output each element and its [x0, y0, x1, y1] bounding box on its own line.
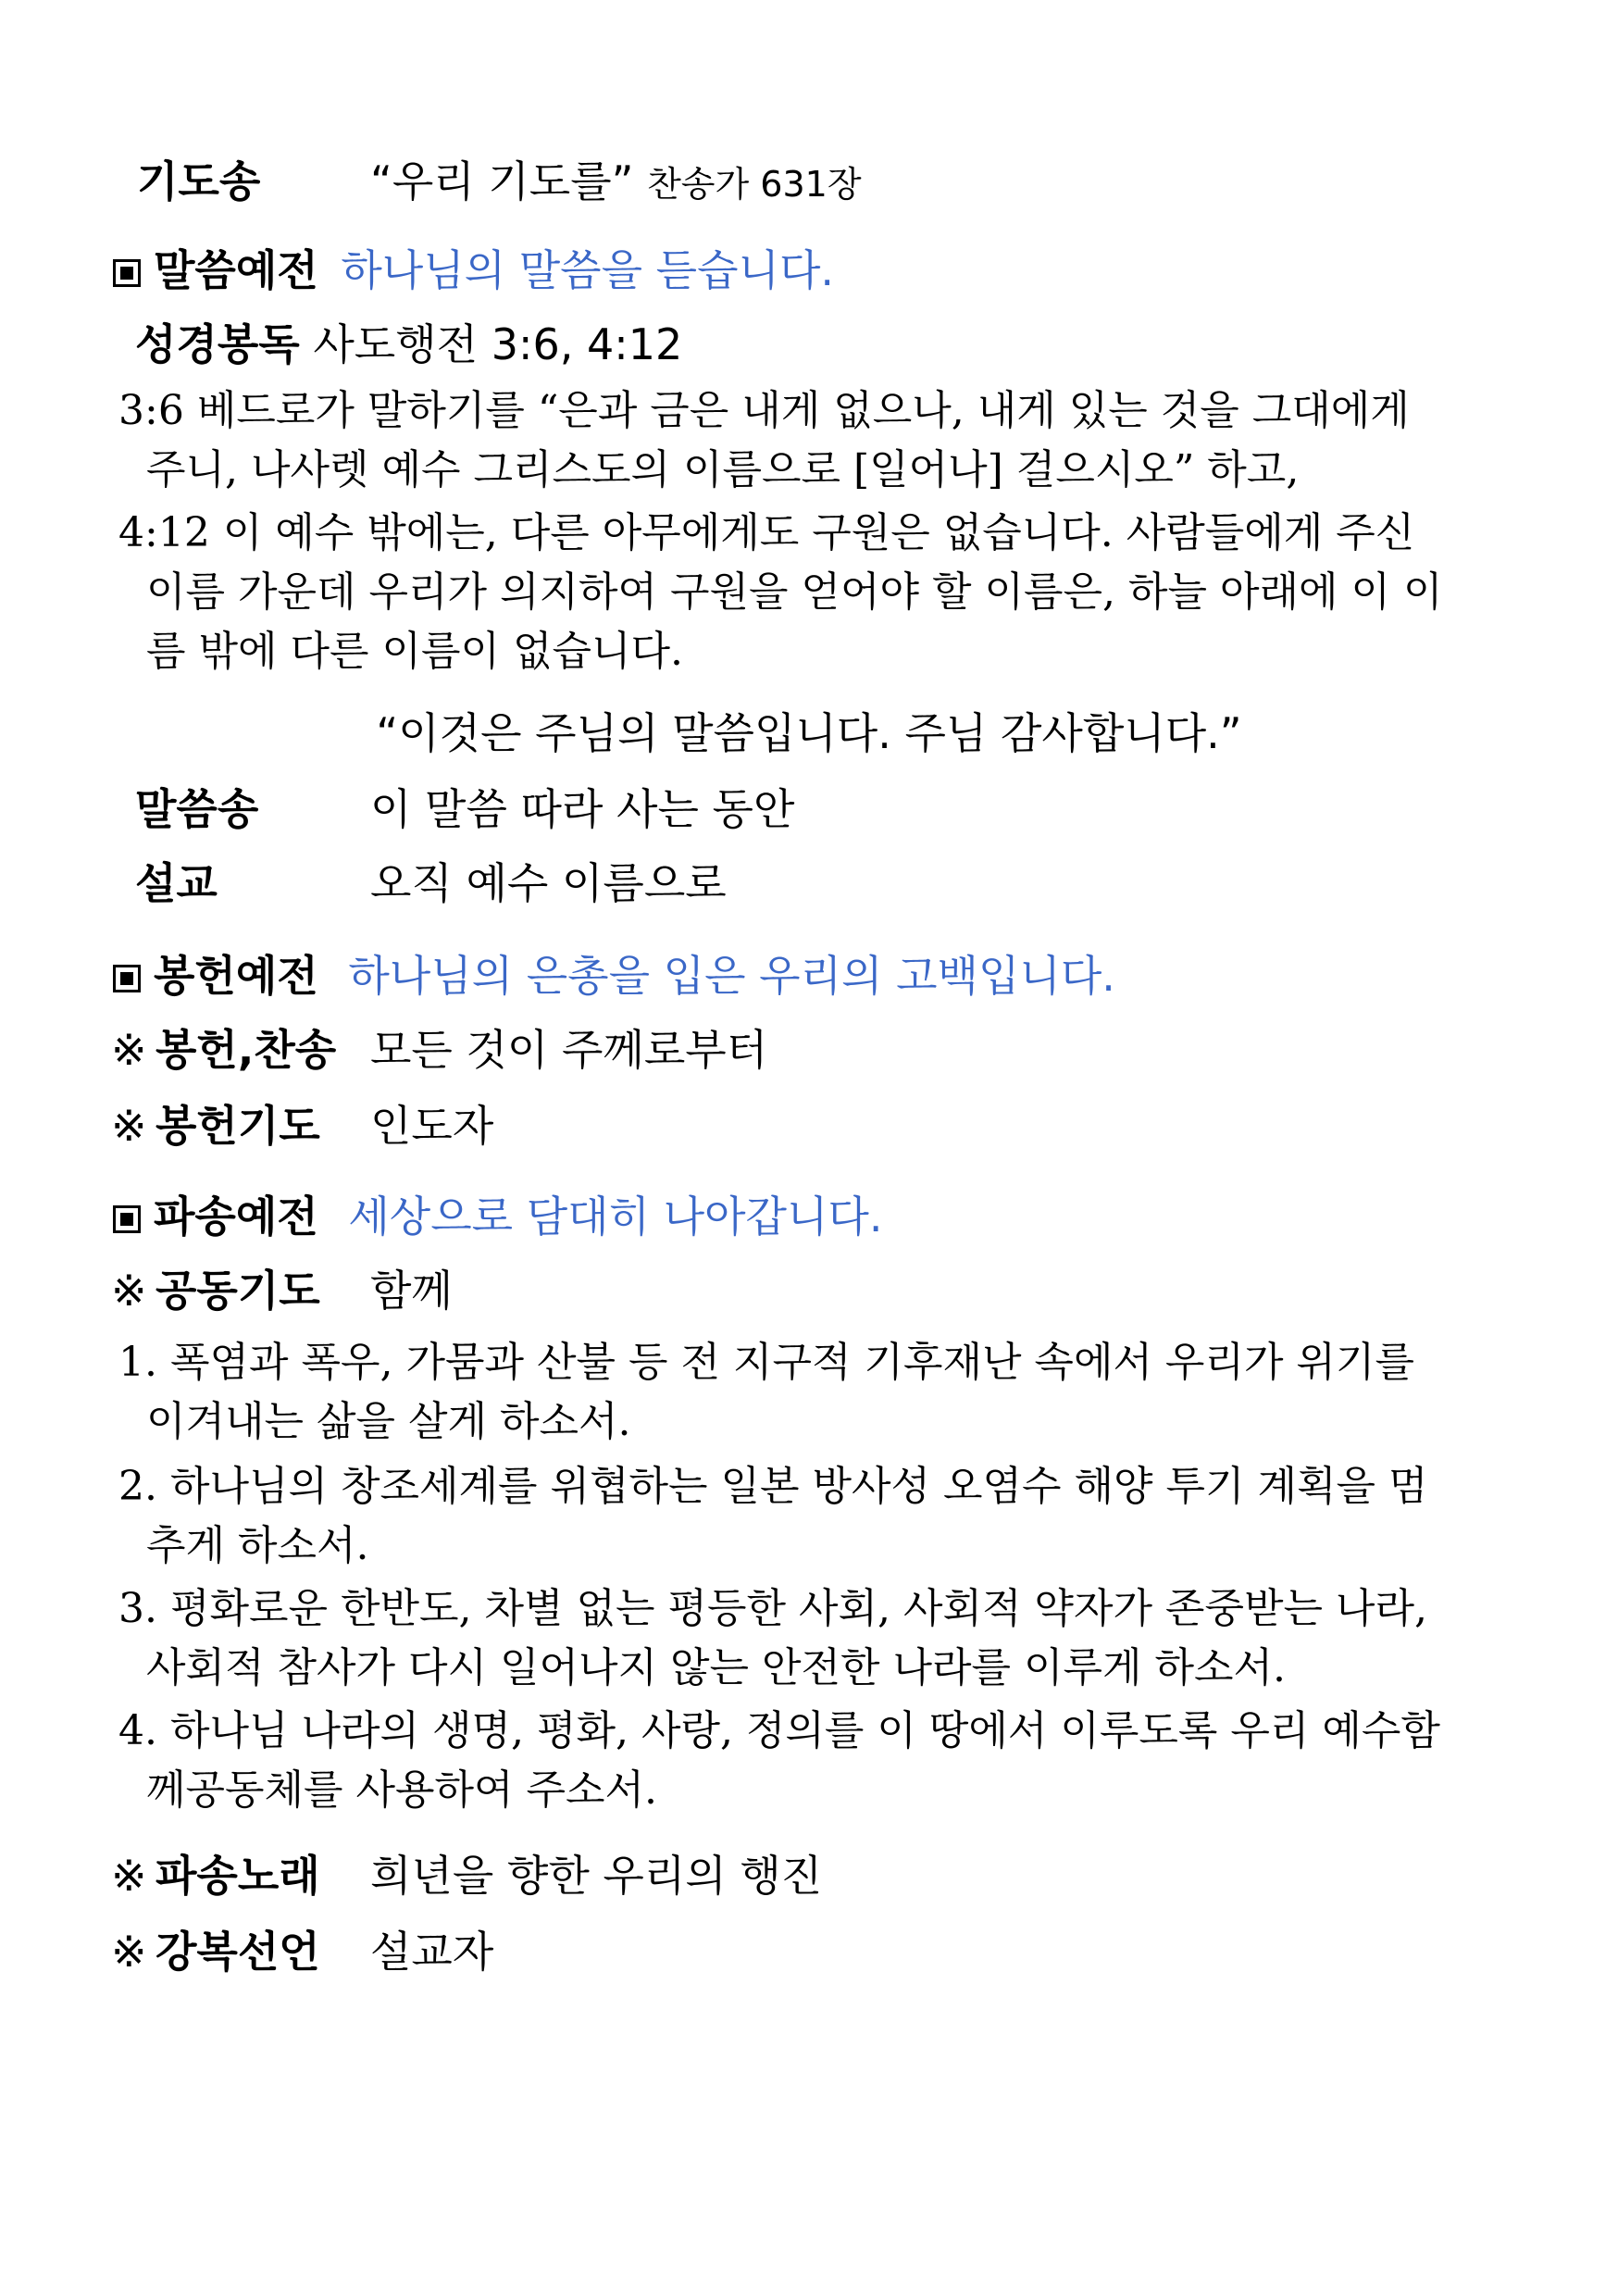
common-prayer-value: 함께 [370, 1266, 453, 1316]
offering-section-title: 봉헌예전 [154, 951, 318, 1001]
asterisk-mark: ※ [111, 1101, 147, 1151]
word-section-title: 말씀예전 [154, 245, 318, 295]
reading-row [135, 311, 682, 372]
sending-section-title: 파송예전 [154, 1192, 318, 1242]
section-box-icon [113, 965, 141, 992]
offering-section-subtitle: 하나님의 은총을 입은 우리의 고백입니다. [348, 951, 1115, 1001]
prayer-line: 이겨내는 삶을 살게 하소서. [146, 1398, 631, 1445]
sending-section-header [113, 1183, 882, 1244]
word-song-row [135, 776, 795, 837]
section-box-icon [113, 259, 141, 287]
reading-label: 성경봉독 [135, 319, 300, 369]
sending-section-subtitle: 세상으로 담대히 나아갑니다. [348, 1192, 883, 1242]
hymn-number: 찬송가 631장 [647, 164, 862, 205]
verse-line: 름 밖에 다른 이름이 없습니다. [146, 628, 683, 675]
verse-line: 이 예수 밖에는, 다른 아무에게도 구원은 없습니다. 사람들에게 주신 [222, 509, 1415, 556]
hymn-title-text: “우리 기도를” [370, 156, 634, 206]
verse-line: 베드로가 말하기를 “은과 금은 내게 없으나, 내게 있는 것을 그대에게 [196, 387, 1410, 434]
offering-prayer-label: 봉헌기도 [156, 1101, 320, 1151]
asterisk-mark: ※ [111, 1927, 147, 1977]
sending-song-label: 파송노래 [156, 1851, 320, 1901]
prayer-number: 3. [118, 1585, 157, 1632]
prayer-line: 추게 하소서. [146, 1522, 369, 1569]
offering-prayer-value: 인도자 [370, 1101, 494, 1151]
verse-line: 이름 가운데 우리가 의지하여 구원을 얻어야 할 이름은, 하늘 아래에 이 이 [146, 568, 1443, 616]
offering-prayer-row [111, 1092, 1407, 1151]
offering-hymn-value: 모든 것이 주께로부터 [370, 1025, 768, 1075]
offering-hymn-label: 봉헌,찬송 [156, 1025, 337, 1075]
section-box-icon [113, 1205, 141, 1233]
reading-ref: 사도행전 3:6, 4:12 [313, 319, 683, 369]
verse-number: 3:6 [118, 387, 184, 434]
prayer-number: 4. [118, 1707, 157, 1754]
prayer-line: 평화로운 한반도, 차별 없는 평등한 사회, 사회적 약자가 존중받는 나라, [169, 1585, 1427, 1632]
common-prayer-row [111, 1257, 1407, 1316]
offering-section-header [113, 942, 1115, 1004]
prayer-line: 하나님의 창조세계를 위협하는 일본 방사성 오염수 해양 투기 계획을 멈 [169, 1463, 1428, 1510]
prayer-number: 2. [118, 1463, 157, 1510]
common-prayer-label: 공동기도 [156, 1266, 320, 1316]
prayer-line: 께공동체를 사용하여 주소서. [146, 1766, 658, 1814]
scripture-response: “이것은 주님의 말씀입니다. 주님 감사합니다.” [376, 708, 1242, 758]
asterisk-mark: ※ [111, 1851, 147, 1901]
verse-line: 주니, 나사렛 예수 그리스도의 이름으로 [일어나] 걸으시오” 하고, [146, 446, 1300, 493]
sermon-label: 설교 [135, 858, 218, 908]
prayer-line: 폭염과 폭우, 가뭄과 산불 등 전 지구적 기후재난 속에서 우리가 위기를 [169, 1339, 1414, 1386]
prayer-item [118, 1457, 1522, 1576]
asterisk-mark: ※ [111, 1266, 147, 1316]
word-section-subtitle: 하나님의 말씀을 듣습니다. [341, 245, 835, 295]
prayer-line: 사회적 참사가 다시 일어나지 않는 안전한 나라를 이루게 하소서. [146, 1644, 1286, 1691]
prayer-number: 1. [118, 1339, 157, 1386]
prayer-line: 하나님 나라의 생명, 평화, 사랑, 정의를 이 땅에서 이루도록 우리 예수함 [169, 1707, 1440, 1754]
prayer-item [118, 1579, 1522, 1698]
benediction-label: 강복선언 [156, 1927, 320, 1977]
prayer-item [118, 1333, 1522, 1452]
offering-hymn-row [111, 1017, 1407, 1075]
word-song-title: 이 말씀 따라 사는 동안 [370, 784, 795, 834]
verse-3-6 [118, 381, 1522, 500]
asterisk-mark: ※ [111, 1025, 147, 1075]
sending-song-value: 희년을 향한 우리의 행진 [370, 1851, 823, 1901]
verse-number: 4:12 [118, 509, 210, 556]
sending-song-row [111, 1842, 1407, 1901]
hymn-title [370, 148, 862, 209]
verse-4-12 [118, 504, 1522, 681]
hymn-label: 기도송 [137, 156, 261, 206]
sermon-row [135, 850, 727, 911]
hymn-row [137, 148, 862, 206]
word-song-label: 말씀송 [135, 784, 259, 834]
word-section-header [113, 237, 834, 298]
benediction-row [111, 1918, 1407, 1977]
sermon-title: 오직 예수 이름으로 [370, 858, 727, 908]
benediction-value: 설교자 [370, 1927, 494, 1977]
prayer-item [118, 1702, 1522, 1820]
